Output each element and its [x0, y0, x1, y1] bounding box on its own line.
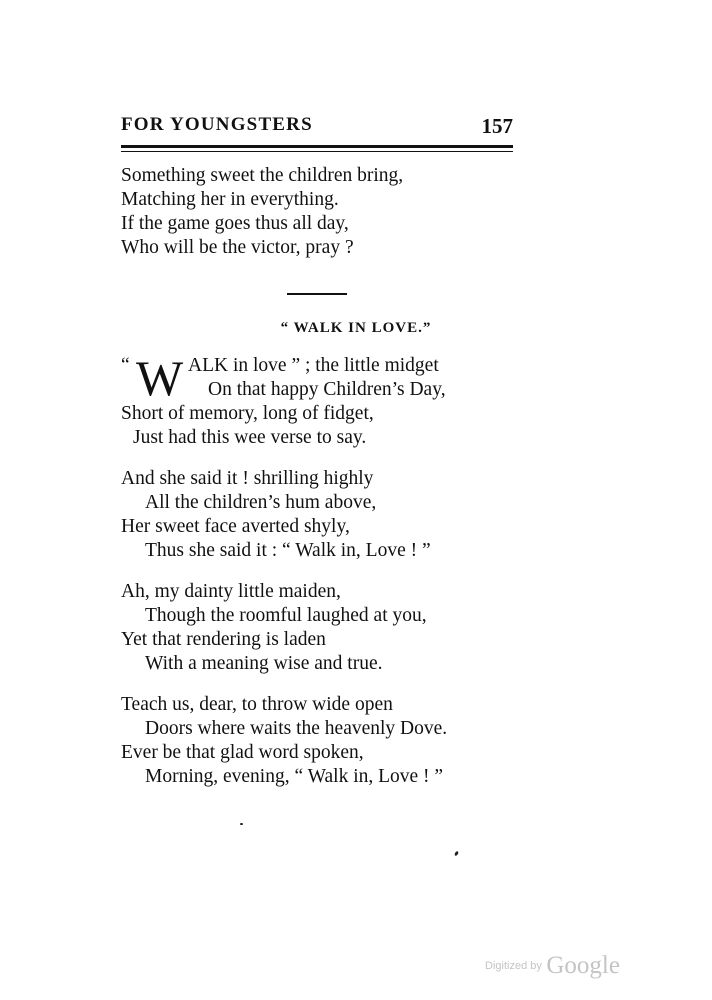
print-speck [454, 851, 459, 857]
google-logo: Google [546, 952, 620, 979]
poem-stanza-3 [121, 580, 427, 676]
drop-cap: W [136, 350, 184, 406]
verse-line: Short of memory, long of fidget, [121, 403, 374, 424]
header-rule-thin [121, 151, 513, 152]
running-title: FOR YOUNGSTERS [121, 114, 313, 135]
print-speck [240, 823, 243, 825]
dropcap-open-quote: “ [121, 355, 130, 376]
poem-stanza-2 [121, 467, 431, 563]
verse-line: Something sweet the children bring, [121, 165, 404, 186]
poem-stanza-4 [121, 693, 447, 789]
verse-line: ALK in love ” ; the little midget [188, 355, 439, 376]
verse-line: Though the roomful laughed at you, [145, 605, 427, 626]
watermark-prefix: Digitized by [485, 960, 542, 972]
verse-line: With a meaning wise and true. [145, 653, 383, 674]
verse-line: Ever be that glad word spoken, [121, 742, 364, 763]
verse-line: All the children’s hum above, [145, 492, 377, 513]
running-head [121, 114, 513, 142]
verse-line: Yet that rendering is laden [121, 629, 326, 650]
verse-line: Morning, evening, “ Walk in, Love ! ” [145, 766, 444, 787]
verse-line: And she said it ! shrilling highly [121, 468, 374, 489]
verse-line: Matching her in everything. [121, 189, 339, 210]
verse-line: If the game goes thus all day, [121, 213, 349, 234]
verse-line: On that happy Children’s Day, [208, 379, 446, 400]
verse-line: Thus she said it : “ Walk in, Love ! ” [145, 540, 431, 561]
verse-line: Teach us, dear, to throw wide open [121, 694, 393, 715]
verse-line: Who will be the victor, pray ? [121, 237, 354, 258]
poem-title: “ WALK IN LOVE.” [280, 320, 432, 336]
page-number: 157 [481, 114, 513, 138]
verse-line: Her sweet face averted shyly, [121, 516, 350, 537]
poem-stanza-1 [121, 402, 374, 450]
header-rule-thick [121, 145, 513, 148]
verse-line: Just had this wee verse to say. [133, 427, 367, 448]
verse-line: Ah, my dainty little maiden, [121, 581, 341, 602]
previous-poem-stanza [121, 164, 403, 260]
verse-line: Doors where waits the heavenly Dove. [145, 718, 448, 739]
digitized-watermark [485, 952, 620, 980]
section-separator [287, 293, 347, 295]
